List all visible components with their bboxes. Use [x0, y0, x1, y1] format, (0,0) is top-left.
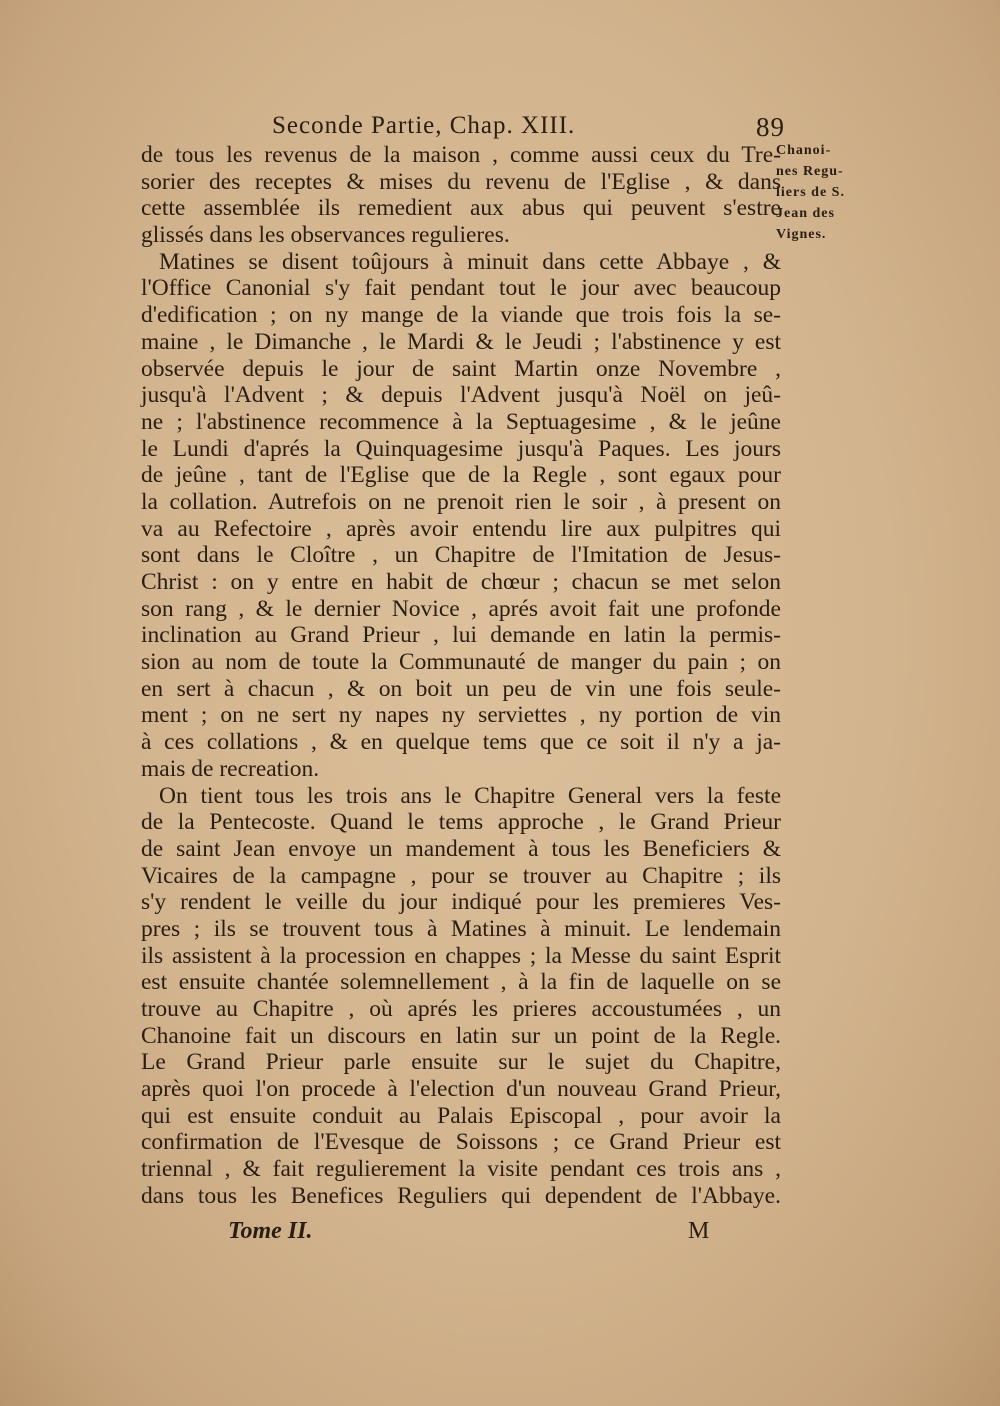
text-line: observée depuis le jour de saint Martin onze Novembre , — [141, 355, 781, 382]
text-line: ne ; l'abstinence recommence à la Septuagesime , & le jeûne — [141, 408, 781, 435]
body-text — [141, 142, 781, 1210]
text-line: en sert à chacun , & on boit un peu de vin une fois seule- — [141, 675, 781, 702]
text-line: trouve au Chapitre , où aprés les prieres accoustumées , un — [141, 996, 781, 1022]
text-line: de la Pentecoste. Quand le tems approche , le Grand Prieur — [141, 809, 781, 836]
text-line: sont dans le Cloître , un Chapitre de l'Imitation de Jesus- — [141, 542, 781, 569]
text-line: à ces collations , & en quelque tems que ce soit il n'y a ja- — [141, 729, 781, 756]
signature-mark: M — [688, 1218, 710, 1244]
text-line: jusqu'à l'Advent ; & depuis l'Advent jusqu'à Noël on jeû- — [141, 382, 781, 409]
text-line: la collation. Autrefois on ne prenoit rien le soir , à present on — [141, 488, 781, 515]
text-line: l'Office Canonial s'y fait pendant tout le jour avec beaucoup — [141, 275, 781, 302]
text-line: après quoi l'on procede à l'election d'un nouveau Grand Prieur, — [141, 1076, 781, 1103]
text-line: Vicaires de la campagne , pour se trouver au Chapitre ; ils — [141, 862, 781, 889]
running-title: Seconde Partie, Chap. XIII. — [272, 112, 576, 139]
text-line: sion au nom de toute la Communauté de manger du pain ; on — [141, 649, 781, 676]
margin-note-line: Vignes. — [776, 227, 827, 242]
text-line: qui est ensuite conduit au Palais Episcopal , pour avoir la — [141, 1102, 781, 1129]
text-line: le Lundi d'aprés la Quinquagesime jusqu'à Paques. Les jours — [141, 435, 781, 462]
text-line: de jeûne , tant de l'Eglise que de la Regle , sont egaux pour — [141, 462, 781, 489]
running-head — [272, 112, 792, 146]
margin-note-line: Chanoi- — [776, 143, 832, 158]
margin-note-line: liers de S. — [776, 185, 845, 200]
text-line: ment ; on ne sert ny napes ny serviettes , ny portion de vin — [141, 702, 781, 729]
page-number: 89 — [756, 112, 785, 142]
volume-label: Tome II. — [228, 1218, 313, 1244]
text-line: cette assemblée ils remedient aux abus qui peuvent s'estre — [141, 195, 781, 222]
margin-note-line: nes Regu- — [776, 164, 844, 179]
margin-note — [776, 140, 876, 245]
text-line: Matines se disent toûjours à minuit dans cette Abbaye , & — [159, 248, 781, 275]
text-line: ils assistent à la procession en chappes ; la Messe du saint Esprit — [141, 942, 781, 969]
text-line: s'y rendent le veille du jour indiqué pour les premieres Ves- — [141, 889, 781, 916]
text-line: son rang , & le dernier Novice , aprés avoit fait une profonde — [141, 595, 781, 622]
text-line: d'edification ; on ny mange de la viande que trois fois la se- — [141, 302, 781, 329]
text-line: inclination au Grand Prieur , lui demande en latin la permis- — [141, 622, 781, 649]
text-line: sorier des receptes & mises du revenu de l'Eglise , & dans — [141, 168, 781, 195]
text-line: Christ : on y entre en habit de chœur ; chacun se met selon — [141, 569, 781, 595]
text-line: triennal , & fait regulierement la visite pendant ces trois ans , — [141, 1156, 781, 1183]
text-line: de tous les revenus de la maison , comme aussi ceux du Tre- — [141, 142, 781, 168]
margin-note-line: Jean des — [776, 206, 835, 221]
text-line: dans tous les Benefices Reguliers qui dependent de l'Abbaye. — [141, 1182, 781, 1209]
text-line: confirmation de l'Evesque de Soissons ; ce Grand Prieur est — [141, 1129, 781, 1156]
text-line: On tient tous les trois ans le Chapitre General vers la feste — [159, 782, 781, 809]
text-line: pres ; ils se trouvent tous à Matines à minuit. Le lendemain — [141, 915, 781, 942]
text-line: mais de recreation. — [141, 755, 320, 782]
text-line: est ensuite chantée solemnellement , à la fin de laquelle on se — [141, 969, 781, 996]
text-line: Le Grand Prieur parle ensuite sur le sujet du Chapitre, — [141, 1049, 781, 1076]
page-footer — [228, 1218, 728, 1250]
text-line: glissés dans les observances regulieres. — [141, 222, 510, 249]
text-line: Chanoine fait un discours en latin sur un point de la Regle. — [141, 1022, 781, 1049]
text-line: de saint Jean envoye un mandement à tous les Beneficiers & — [141, 835, 781, 862]
text-line: maine , le Dimanche , le Mardi & le Jeudi ; l'abstinence y est — [141, 328, 781, 355]
text-line: va au Refectoire , après avoir entendu lire aux pulpitres qui — [141, 515, 781, 542]
